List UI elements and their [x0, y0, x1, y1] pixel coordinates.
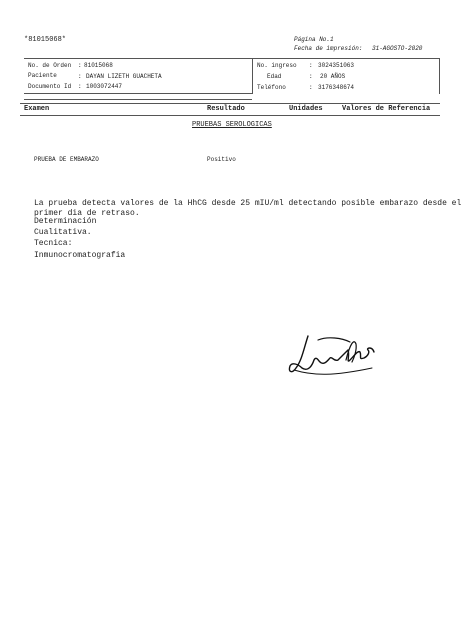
age-colon: : — [309, 73, 313, 80]
table-header-bottom-border — [20, 115, 440, 116]
order-number-label: No. de Orden — [28, 62, 72, 69]
column-header-units: Unidades — [289, 105, 323, 113]
barcode-text: *81015068* — [24, 36, 67, 44]
determination-value: Cualitativa. — [34, 228, 92, 237]
note-line-2: primer dia de retraso. — [34, 209, 140, 218]
info-box-right-border — [439, 58, 440, 94]
age-label: Edad — [267, 73, 282, 80]
info-box-top-border — [24, 58, 440, 59]
patient-name-label: Paciente — [28, 72, 57, 79]
patient-name-colon: : — [78, 73, 82, 80]
document-id-colon: : — [78, 83, 82, 90]
column-header-reference: Valores de Referencia — [342, 105, 431, 113]
phone-label: Teléfono — [257, 84, 286, 91]
phone-value: 3176348674 — [318, 84, 355, 91]
exam-result: Positivo — [207, 156, 236, 163]
age-value: 20 AÑOS — [320, 73, 346, 80]
exam-name: PRUEBA DE EMBARAZO — [34, 156, 99, 163]
patient-name-value: DAYAN LIZETH GUACHETA — [86, 73, 162, 80]
info-box-left-bottom-border-2 — [24, 99, 252, 100]
order-number-value: 81015068 — [84, 62, 113, 69]
page-number: Página No.1 — [294, 36, 334, 43]
order-number-colon: : — [78, 62, 82, 69]
info-box-left-bottom-border — [24, 93, 252, 94]
handwritten-signature — [284, 330, 380, 380]
intake-number-label: No. ingreso — [257, 62, 297, 69]
phone-colon: : — [309, 84, 313, 91]
document-id-label: Documento Id — [28, 83, 72, 90]
print-date-label: Fecha de impresión: — [294, 45, 363, 52]
section-title: PRUEBAS SEROLOGICAS — [192, 121, 272, 129]
column-header-result: Resultado — [207, 105, 245, 113]
technique-value: Inmunocromatografia — [34, 251, 126, 260]
intake-number-colon: : — [309, 62, 313, 69]
info-box-divider — [252, 58, 253, 94]
technique-label: Tecnica: — [34, 239, 73, 248]
print-date-value: 31-AGOSTO-2020 — [372, 45, 423, 52]
document-id-value: 1003072447 — [86, 83, 123, 90]
table-header-top-border — [20, 103, 440, 104]
intake-number-value: 3024351063 — [318, 62, 355, 69]
note-line-1: La prueba detecta valores de la HhCG desde 25 mIU/ml detectando posible embarazo desde el — [34, 199, 462, 208]
column-header-exam: Examen — [24, 105, 50, 113]
determination-label: Determinación — [34, 217, 97, 226]
